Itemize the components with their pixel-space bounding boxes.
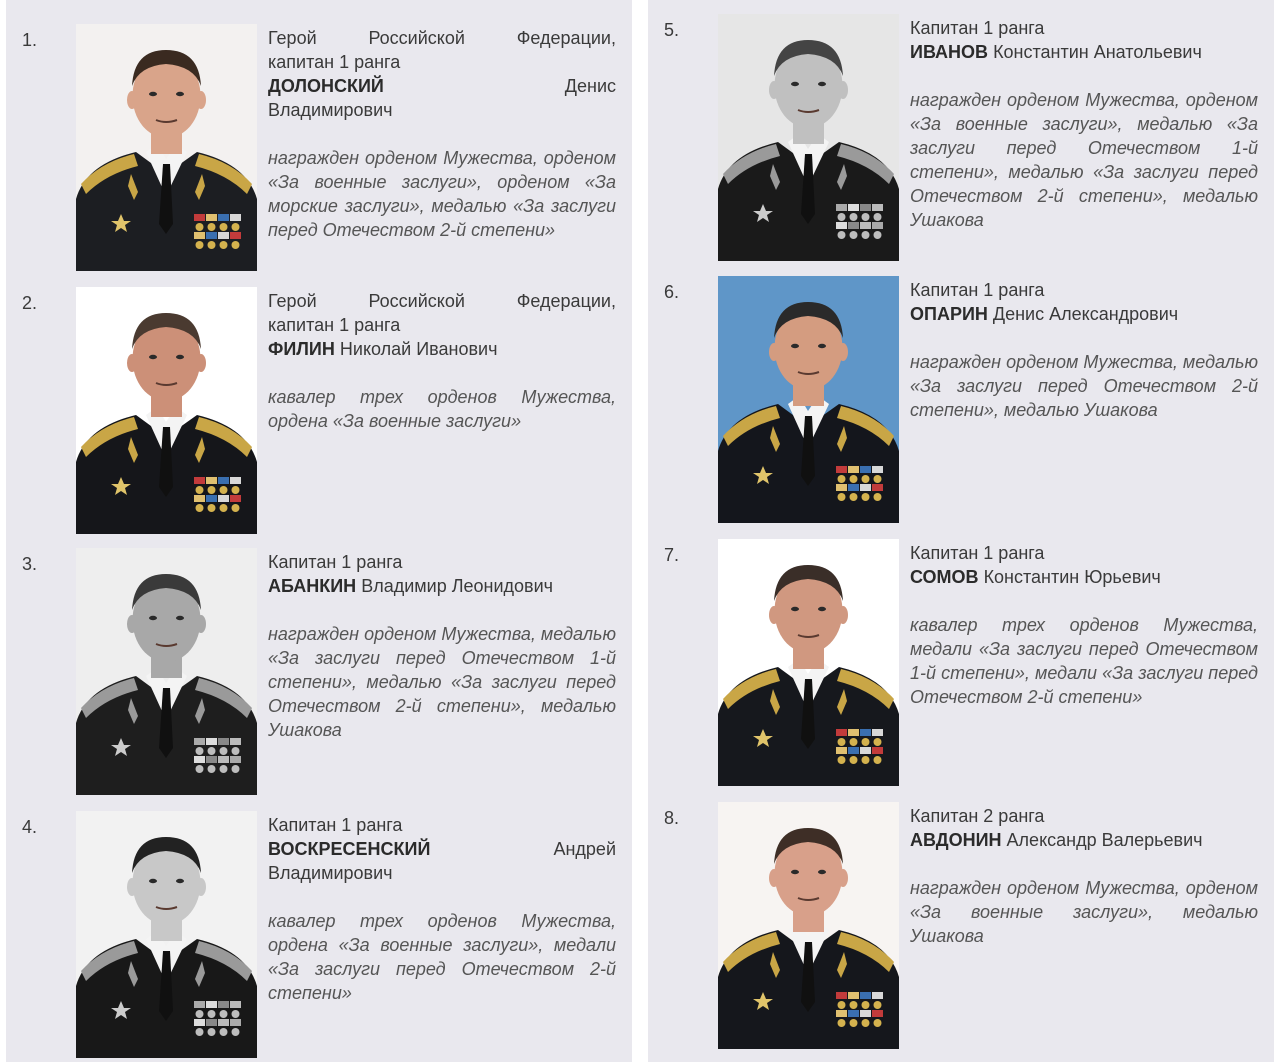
rank: Капитан 1 ранга bbox=[268, 552, 403, 572]
rank: капитан 1 ранга bbox=[268, 315, 401, 335]
rank: Капитан 2 ранга bbox=[910, 806, 1045, 826]
person-entry bbox=[648, 262, 1274, 524]
awards-text: награжден орденом Мужества, орденом «За военные заслуги», медалью Ушакова bbox=[910, 878, 1258, 946]
full-name bbox=[268, 574, 616, 598]
full-name bbox=[910, 828, 1258, 852]
person-entry bbox=[648, 525, 1274, 787]
portrait bbox=[76, 287, 257, 534]
portrait bbox=[718, 802, 899, 1049]
given-name: Константин Анатольевич bbox=[993, 42, 1202, 62]
person-entry bbox=[6, 273, 632, 535]
given-name: Александр Валерьевич bbox=[1006, 830, 1203, 850]
full-name bbox=[910, 565, 1258, 589]
entry-number: 6. bbox=[664, 282, 680, 302]
entry-number: 3. bbox=[22, 554, 38, 574]
entry-text bbox=[268, 813, 616, 1005]
given-name: Николай Иванович bbox=[339, 339, 498, 359]
portrait-photo bbox=[718, 802, 899, 1049]
entry-text bbox=[910, 278, 1258, 422]
entry-number: 7. bbox=[664, 545, 680, 565]
given-name: Денис bbox=[564, 76, 616, 96]
awards-text: награжден орденом Мужества, орденом «За военные заслуги», орденом «За морские заслуги», медалью «За заслуги перед Отечеством 2-й степени» bbox=[268, 148, 616, 240]
full-name bbox=[268, 337, 616, 361]
patronymic: Владимирович bbox=[268, 100, 393, 120]
portrait-photo bbox=[76, 811, 257, 1058]
entry-text bbox=[268, 26, 616, 242]
entry-text bbox=[268, 289, 616, 433]
rank: Капитан 1 ранга bbox=[910, 18, 1045, 38]
portrait bbox=[76, 548, 257, 795]
entry-text bbox=[910, 541, 1258, 709]
person-entry bbox=[648, 0, 1274, 262]
portrait-photo bbox=[76, 548, 257, 795]
entry-number: 8. bbox=[664, 808, 680, 828]
surname: ОПАРИН bbox=[910, 304, 988, 324]
awards-text: награжден орденом Мужества, медалью «За заслуги перед Отечеством 1-й степени», медалью «За заслуги перед Отечеством 2-й степени», медалью Ушакова bbox=[268, 624, 616, 740]
person-entry bbox=[648, 788, 1274, 1050]
rank: Капитан 1 ранга bbox=[268, 815, 403, 835]
person-entry bbox=[6, 797, 632, 1059]
awards-text: кавалер трех орденов Мужества, ордена «За военные заслуги» bbox=[268, 387, 616, 431]
given-name: Константин Юрьевич bbox=[983, 567, 1161, 587]
surname: ВОСКРЕСЕНСКИЙ bbox=[268, 839, 431, 859]
portrait-photo bbox=[76, 287, 257, 534]
given-name: Андрей bbox=[553, 839, 616, 859]
awards-text: кавалер трех орденов Мужества, ордена «За военные заслуги», медали «За заслуги перед Отечеством 2-й степени» bbox=[268, 911, 616, 1003]
surname: СОМОВ bbox=[910, 567, 979, 587]
entry-text bbox=[910, 16, 1258, 232]
entry-text bbox=[268, 550, 616, 742]
portrait-photo bbox=[718, 539, 899, 786]
full-name bbox=[910, 40, 1258, 64]
portrait bbox=[718, 539, 899, 786]
full-name bbox=[910, 302, 1258, 326]
awards-text: кавалер трех орденов Мужества, медали «За заслуги перед Отечеством 1-й степени», медали «За заслуги перед Отечеством 2-й степени» bbox=[910, 615, 1258, 707]
portrait-photo bbox=[718, 14, 899, 261]
portrait bbox=[718, 276, 899, 523]
entry-text bbox=[910, 804, 1258, 948]
portrait bbox=[76, 24, 257, 271]
full-name bbox=[268, 74, 616, 98]
awards-text: награжден орденом Мужества, орденом «За военные заслуги», медалью «За заслуги перед Отечеством 1-й степени», медалью «За заслуги перед Отечеством 2-й степени», медалью Ушакова bbox=[910, 90, 1258, 230]
left-column bbox=[6, 0, 632, 1062]
portrait bbox=[718, 14, 899, 261]
hero-title: Герой Российской Федерации, bbox=[268, 291, 616, 311]
rank: Капитан 1 ранга bbox=[910, 280, 1045, 300]
entry-number: 4. bbox=[22, 817, 38, 837]
surname: ФИЛИН bbox=[268, 339, 335, 359]
entry-number: 2. bbox=[22, 293, 38, 313]
hero-title: Герой Российской Федерации, bbox=[268, 28, 616, 48]
awards-text: награжден орденом Мужества, медалью «За заслуги перед Отечеством 2-й степени», медалью Ушакова bbox=[910, 352, 1258, 420]
rank: Капитан 1 ранга bbox=[910, 543, 1045, 563]
person-entry bbox=[6, 534, 632, 796]
full-name bbox=[268, 837, 616, 861]
surname: ДОЛОНСКИЙ bbox=[268, 76, 384, 96]
surname: ИВАНОВ bbox=[910, 42, 989, 62]
portrait bbox=[76, 811, 257, 1058]
entry-number: 5. bbox=[664, 20, 680, 40]
given-name: Владимир Леонидович bbox=[361, 576, 554, 596]
surname: АВДОНИН bbox=[910, 830, 1002, 850]
portrait-photo bbox=[718, 276, 899, 523]
entry-number: 1. bbox=[22, 30, 38, 50]
portrait-photo bbox=[76, 24, 257, 271]
surname: АБАНКИН bbox=[268, 576, 357, 596]
given-name: Денис Александрович bbox=[992, 304, 1179, 324]
patronymic: Владимирович bbox=[268, 863, 393, 883]
person-entry bbox=[6, 10, 632, 272]
rank: капитан 1 ранга bbox=[268, 52, 401, 72]
right-column bbox=[648, 0, 1274, 1062]
